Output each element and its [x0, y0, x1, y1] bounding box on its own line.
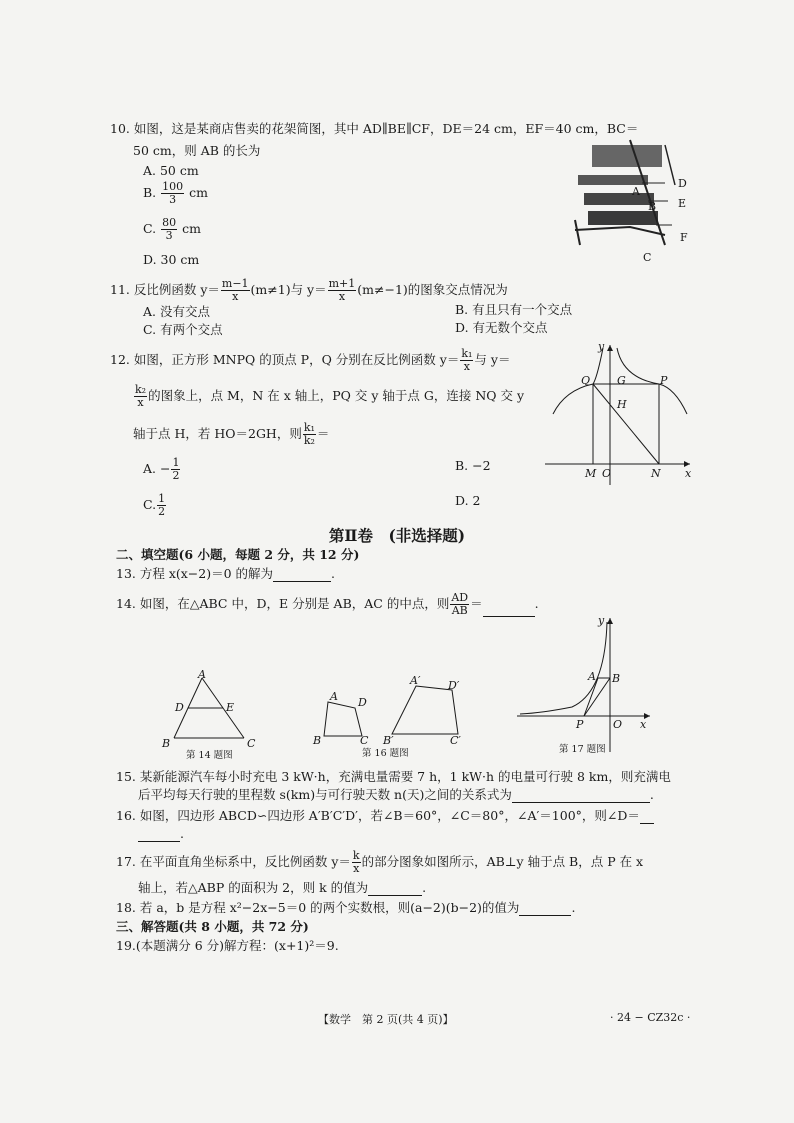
shelf-label-d: D: [678, 177, 687, 190]
q12-graph-figure: [545, 340, 695, 490]
q16: 16. 如图，四边形 ABCD∽四边形 A′B′C′D′，若∠B＝60°，∠C＝80°，∠A′＝100°，则∠D＝: [116, 808, 654, 824]
q10-option-a: A. 50 cm: [143, 163, 199, 178]
svg-text:O: O: [602, 467, 612, 480]
q15-line1: 15. 某新能源汽车每小时充电 3 kW·h，充满电量需要 7 h，1 kW·h 的电量可行驶 8 km，则充满电: [116, 769, 671, 784]
svg-text:A′: A′: [410, 674, 421, 687]
footer-code: · 24 − CZ32c ·: [610, 1011, 691, 1024]
fig16-caption: 第 16 题图: [362, 748, 409, 759]
q10-option-c-fraction: $\frac{80}{3}$: [162, 216, 177, 242]
svg-text:C′: C′: [450, 734, 461, 747]
shelf-tier-3: [588, 211, 658, 225]
svg-text:D′: D′: [448, 679, 460, 692]
q11-option-a: A. 没有交点: [143, 304, 210, 319]
svg-text:x: x: [640, 718, 647, 731]
q10-option-b-fraction: $\frac{100}{3}$: [162, 180, 184, 206]
svg-text:H: H: [617, 398, 627, 411]
q11-option-c: C. 有两个交点: [143, 322, 223, 337]
q10-option-d: D. 30 cm: [143, 252, 200, 267]
svg-text:D: D: [175, 701, 184, 714]
svg-text:N: N: [651, 467, 661, 480]
q12-line1: 12. 如图，正方形 MNPQ 的顶点 P，Q 分别在反比例函数 y＝ $\frac{\text{k₁}}{x}$ 与 y＝: [110, 347, 511, 373]
svg-text:y: y: [598, 614, 605, 627]
q17-line2: 轴上，若△ABP 的面积为 2，则 k 的值为 .: [138, 880, 427, 895]
svg-text:D: D: [358, 696, 367, 709]
section3-title: 三、解答题(共 8 小题，共 72 分): [116, 919, 309, 934]
svg-text:C: C: [360, 734, 369, 747]
q10-option-c: C. $\frac{80}{3}$ cm: [143, 216, 201, 242]
fig17-graph: [512, 612, 662, 760]
q12-curve-k1: [617, 348, 687, 414]
svg-text:P: P: [660, 374, 668, 387]
q13: 13. 方程 x(x−2)＝0 的解为 .: [116, 566, 336, 581]
q11-stem: 11. 反比例函数 y＝ $\frac{m-1}{x}$ (m≠1)与 y＝ $\frac{m+1}{x}$ (m≠−1)的图象交点情况为: [110, 277, 508, 303]
svg-text:B: B: [162, 737, 171, 750]
svg-text:B: B: [313, 734, 322, 747]
svg-text:C: C: [247, 737, 256, 750]
shelf-label-a: A: [632, 185, 640, 198]
svg-text:A: A: [588, 670, 596, 683]
svg-text:E: E: [226, 701, 235, 714]
q12-line2: $\frac{\text{k₂}}{x}$ 的图象上，点 M，N 在 x 轴上，PQ 交 y 轴于点 G，连接 NQ 交 y: [135, 383, 525, 409]
q15-line2: 后平均每天行驶的里程数 s(km)与可行驶天数 n(天)之间的关系式为 .: [138, 787, 654, 802]
q10-line1: 10. 如图，这是某商店售卖的花架简图，其中 AD∥BE∥CF，DE＝24 cm，EF＝40 cm，BC＝: [110, 121, 639, 136]
footer-page-info: 【数学 第 2 页(共 4 页)】: [318, 1013, 454, 1026]
q12-nq: [593, 384, 659, 464]
q16-cont: .: [138, 826, 184, 842]
svg-text:G: G: [617, 374, 626, 387]
shelf-label-f: F: [680, 231, 688, 244]
svg-text:B′: B′: [383, 734, 394, 747]
shelf-tier-1: [578, 175, 648, 185]
fig14-caption: 第 14 题图: [186, 750, 233, 761]
q10-flower-shelf-figure: [570, 135, 700, 265]
q12-option-b: B. −2: [455, 458, 491, 473]
svg-text:y: y: [598, 340, 605, 353]
q12-option-d: D. 2: [455, 493, 481, 508]
svg-text:B: B: [612, 672, 621, 685]
svg-text:M: M: [585, 467, 597, 480]
q18: 18. 若 a，b 是方程 x²−2x−5＝0 的两个实数根，则(a−2)(b−2)的值为 .: [116, 900, 576, 915]
shelf-label-b: B: [648, 200, 657, 213]
shelf-label-e: E: [678, 197, 687, 210]
svg-text:O: O: [613, 718, 623, 731]
q19: 19.(本题满分 6 分)解方程：(x+1)²＝9.: [116, 938, 339, 953]
svg-text:Q: Q: [581, 374, 591, 387]
q14: 14. 如图，在△ABC 中，D，E 分别是 AB，AC 的中点，则 $\frac{AD}{AB}$ ＝ .: [116, 591, 539, 617]
fig14-triangle: [160, 668, 270, 760]
q12-option-c: C. $\frac{1}{2}$: [143, 492, 166, 518]
svg-text:A: A: [330, 690, 338, 703]
q12-line3: 轴于点 H，若 HO＝2GH，则 $\frac{\text{k₁}}{\text{k₂}}$ ＝: [133, 421, 330, 447]
q10-option-b: B. $\frac{100}{3}$ cm: [143, 180, 208, 206]
svg-text:P: P: [576, 718, 584, 731]
q11-option-b: B. 有且只有一个交点: [455, 302, 573, 317]
fig16-abcd-prime: [392, 686, 458, 734]
q10-line2: 50 cm，则 AB 的长为: [133, 143, 261, 158]
shelf-label-c: C: [643, 251, 652, 264]
q12-option-a: A. − $\frac{1}{2}$: [143, 456, 180, 482]
q17-line1: 17. 在平面直角坐标系中，反比例函数 y＝ $\frac{k}{x}$ 的部分图象如图所示，AB⊥y 轴于点 B，点 P 在 x: [116, 849, 644, 875]
fig16-quadrilaterals: [310, 672, 475, 764]
shelf-top-plants: [592, 145, 662, 167]
part2-heading: 第Ⅱ卷 (非选择题): [328, 526, 466, 545]
fig17-curve: [520, 622, 607, 714]
svg-text:x: x: [685, 467, 692, 480]
fig17-caption: 第 17 题图: [559, 744, 606, 755]
fig16-abcd: [324, 702, 362, 736]
svg-text:A: A: [198, 668, 206, 681]
q11-option-d: D. 有无数个交点: [455, 320, 548, 335]
shelf-tier-2: [584, 193, 654, 205]
section2-title: 二、填空题(6 小题，每题 2 分，共 12 分): [116, 547, 360, 562]
q12-curve-k2: [553, 348, 603, 414]
